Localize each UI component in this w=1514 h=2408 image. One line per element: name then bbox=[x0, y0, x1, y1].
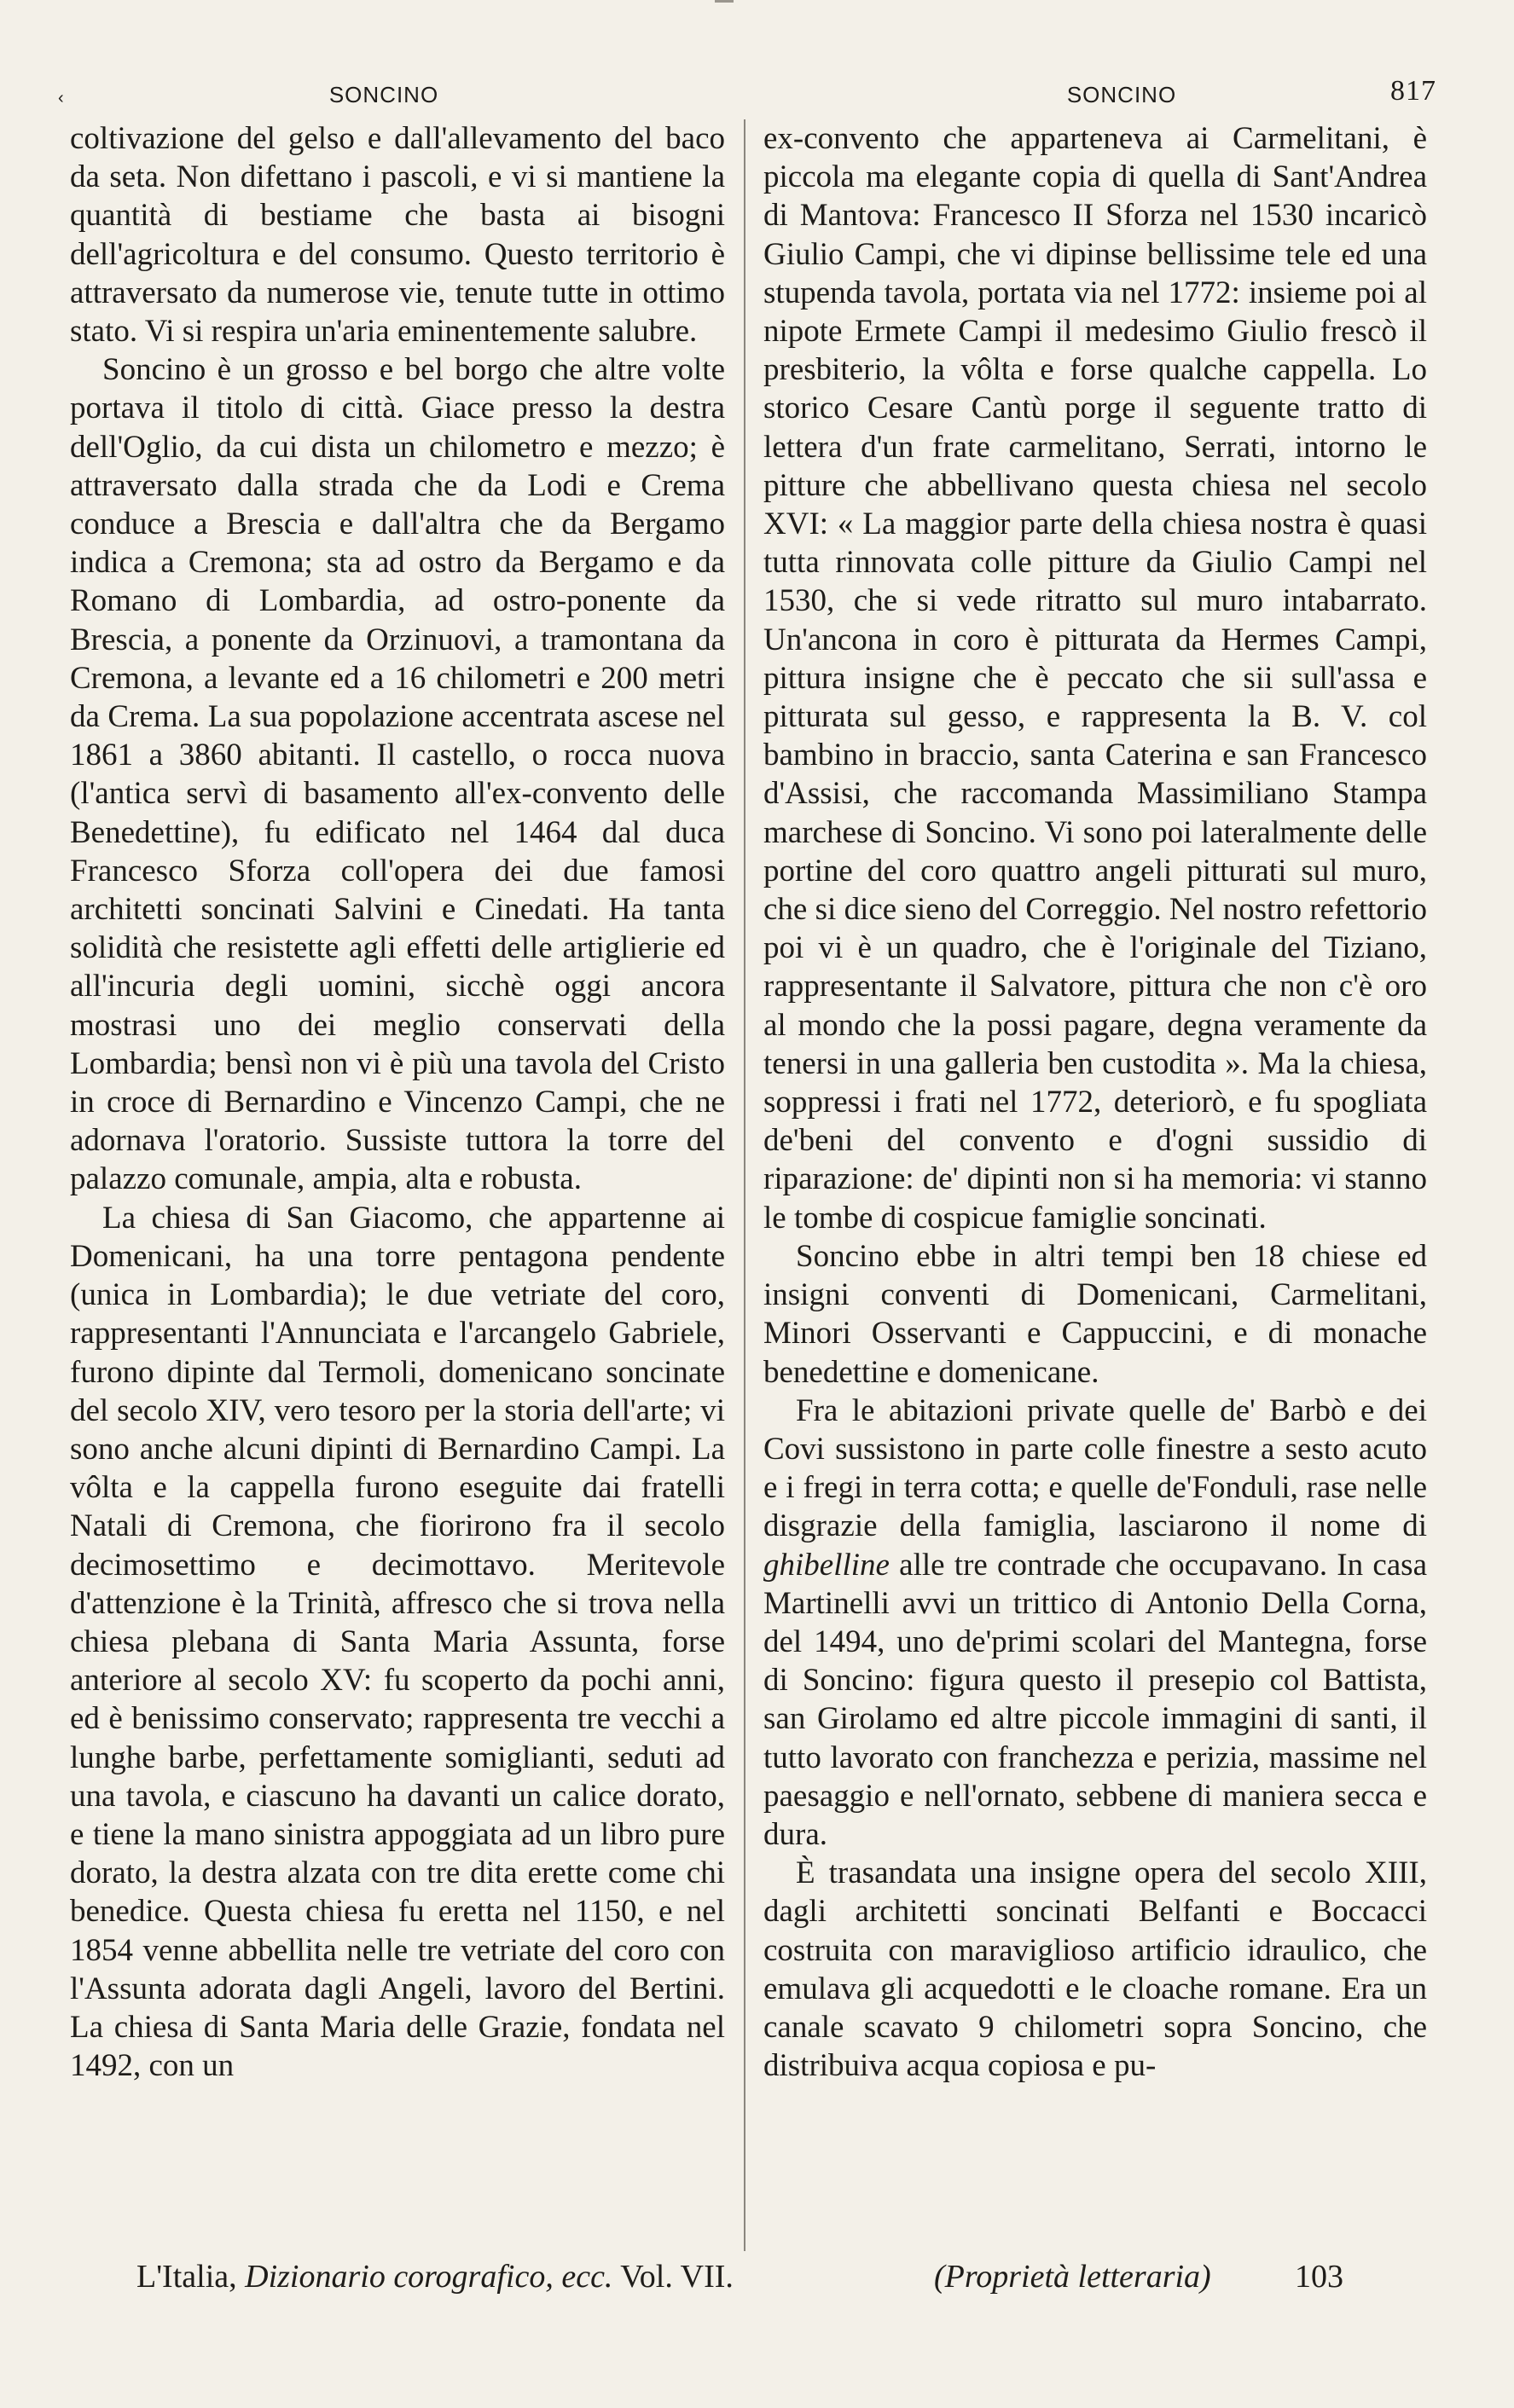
footer-publication: L'Italia, bbox=[136, 2259, 246, 2295]
right-paragraph-2 bbox=[763, 1237, 1427, 1392]
header-right-title: SONCINO bbox=[1066, 82, 1177, 107]
right-column bbox=[763, 119, 1427, 2251]
footer-rights bbox=[934, 2258, 1211, 2301]
column-divider bbox=[744, 119, 745, 2251]
left-paragraph-2: Soncino è un grosso e bel borgo che altre volte portava il titolo di città. Giace presso la destra dell'Oglio, da cui dista un chilometro e mezzo; è attraversato dalla strada che da Lodi e Crema conduce a Brescia e dall'altra che da Bergamo indica a Cremona; sta ad ostro da Bergamo e da Romano di Lombardia, ad ostro-ponente da Brescia, a ponente da Orzinuovi, a tramontana da Cremona, a levante ed a 16 chilometri e 200 metri da Crema. La sua popolazione accentrata ascese nel 1861 a 3860 abitanti. Il castello, o rocca nuova (l'antica servì di basamento all'ex-convento delle Benedettine), fu edificato nel 1464 dal duca Francesco Sforza coll'opera dei due famosi architetti soncinati Salvini e Cinedati. Ha tanta solidità che resistette agli effetti delle artiglierie ed all'incuria degli uomini, sicchè oggi ancora mostrasi uno dei meglio conservati della Lombardia; bensì non vi è più una tavola del Cristo in croce di Bernardino e Vincenzo Campi, che ne adornava l'oratorio. Sussiste tuttora la torre del palazzo comunale, ampia, alta e robusta. bbox=[70, 352, 725, 1197]
header-page-number: 817 bbox=[1390, 75, 1436, 107]
left-column bbox=[70, 119, 725, 2251]
right-paragraph-3-italic: ghibelline bbox=[763, 1547, 890, 1583]
left-paragraph-1: coltivazione del gelso e dall'allevamento del baco da seta. Non difettano i pascoli, e vi si mantiene la quantità di bestiame che basta ai bisogni dell'agricoltura e del consumo. Questo territorio è attraversato da numerose vie, tenute tutte in ottimo stato. Vi si respira un'aria eminentemente salubre. bbox=[70, 121, 725, 350]
footer-sheet-number: 103 bbox=[1295, 2259, 1343, 2295]
right-paragraph-4 bbox=[763, 1854, 1427, 2085]
right-paragraph-1-text: ex-convento che apparteneva ai Carmelitani, è piccola ma elegante copia di quella di Sant'Andrea di Mantova: Francesco II Sforza nel 1530 incaricò Giulio Campi, che vi dipinse bellissime tele ed una stupenda tavola, portata via nel 1772: insieme poi al nipote Ermete Campi il medesimo Giulio frescò il presbiterio, la vôlta e forse qualche cappella. Lo storico Cesare Cantù porge il seguente tratto di lettera d'un frate carmelitano, Serrati, intorno le pitture che abbellivano questa chiesa nel secolo XVI: « La maggior parte della chiesa nostra è quasi tutta rinnovata colle pitture da Giulio Campi nel 1530, che si vede ritratto sul muro intabarrato. Un'ancona in coro è pitturata da Hermes Campi, pittura insigne che è peccato che sii sull'assa e pitturata sul gesso, e rappresenta la B. V. col bambino in braccio, santa Caterina e san Francesco d'Assisi, che raccomanda Massimiliano Stampa marchese di Soncino. Vi sono poi lateralmente delle portine del coro quattro angeli pitturati sul muro, che si dice sieno del Correggio. Nel nostro refettorio poi vi è un quadro, che è l'originale del Tiziano, rappresentante il Salvatore, pittura che non c'è oro al mondo che la possi pagare, degna veramente da tenersi in una galleria ben custodita ». Ma la chiesa, soppressi i frati nel 1772, deteriorò, e fu spogliata de'beni del convento e d'ogni sussidio di riparazione: de' dipinti non si ha memoria: vi stanno le tombe di cospicue famiglie soncinati. bbox=[763, 121, 1427, 1236]
top-edge-mark bbox=[715, 0, 734, 3]
right-paragraph-2-text: Soncino ebbe in altri tempi ben 18 chiese ed insigni conventi di Domenicani, Carmelitani, Minori Osservanti e Cappuccini, e di monache benedettine e domenicane. bbox=[763, 1238, 1427, 1390]
right-paragraph-4-text: È trasandata una insigne opera del secolo XIII, dagli architetti soncinati Belfanti e Boccacci costruita con maraviglioso artificio idraulico, che emulava gli acquedotti e le cloache romane. Era un canale scavato 9 chilometri sopra Soncino, che distribuiva acqua copiosa e pu- bbox=[763, 1855, 1427, 2084]
footer-work-title: Dizionario corografico, ecc. bbox=[245, 2259, 613, 2295]
footer-rights-text: (Proprietà letteraria) bbox=[934, 2259, 1211, 2295]
header-left-mark: ‹ bbox=[58, 89, 65, 107]
right-paragraph-3 bbox=[763, 1392, 1427, 1854]
footer-citation bbox=[136, 2258, 734, 2301]
right-paragraph-3-text-a: Fra le abitazioni private quelle de' Barbò e dei Covi sussistono in parte colle finestre a sesto acuto e i fregi in terra cotta; e quelle de'Fonduli, rase nelle disgrazie della famiglia, lasciarono il nome di bbox=[763, 1392, 1427, 1544]
right-paragraph-3-text-b: alle tre contrade che occupavano. In casa Martinelli avvi un trittico di Antonio Della Corna, del 1494, uno de'primi scolari del Mantegna, forse di Soncino: figura questo il presepio col Battista, san Girolamo ed altre piccole immagini di santi, il tutto lavorato con franchezza e perizia, massime nel paesaggio e nell'ornato, sebbene di maniera secca e dura. bbox=[763, 1547, 1427, 1852]
header-left-title: SONCINO bbox=[328, 82, 439, 107]
left-paragraph-3: La chiesa di San Giacomo, che appartenne ai Domenicani, ha una torre pentagona pendente (unica in Lombardia); le due vetriate del coro, rappresentanti l'Annunciata e l'arcangelo Gabriele, furono dipinte dal Termoli, domenicano soncinate del secolo XIV, vero tesoro per la storia dell'arte; vi sono anche alcuni dipinti di Bernardino Campi. La vôlta e la cappella furono eseguite dai fratelli Natali di Cremona, che fiorirono fra il secolo decimosettimo e decimottavo. Meritevole d'attenzione è la Trinità, affresco che si trova nella chiesa plebana di Santa Maria Assunta, forse anteriore al secolo XV: fu scoperto da pochi anni, ed è benissimo conservato; rappresenta tre vecchi a lunghe barbe, perfettamente somiglianti, seduti ad una tavola, e ciascuno ha davanti un calice dorato, e tiene la mano sinistra appoggiata ad un libro pure dorato, la destra alzata con tre dita erette come chi benedice. Questa chiesa fu eretta nel 1150, e nel 1854 venne abbellita nelle tre vetriate del coro con l'Assunta adorata dagli Angeli, lavoro del Bertini. La chiesa di Santa Maria delle Grazie, fondata nel 1492, con un bbox=[70, 1200, 725, 2084]
right-paragraph-1 bbox=[763, 119, 1427, 1237]
footer-volume: Vol. VII. bbox=[612, 2259, 734, 2295]
